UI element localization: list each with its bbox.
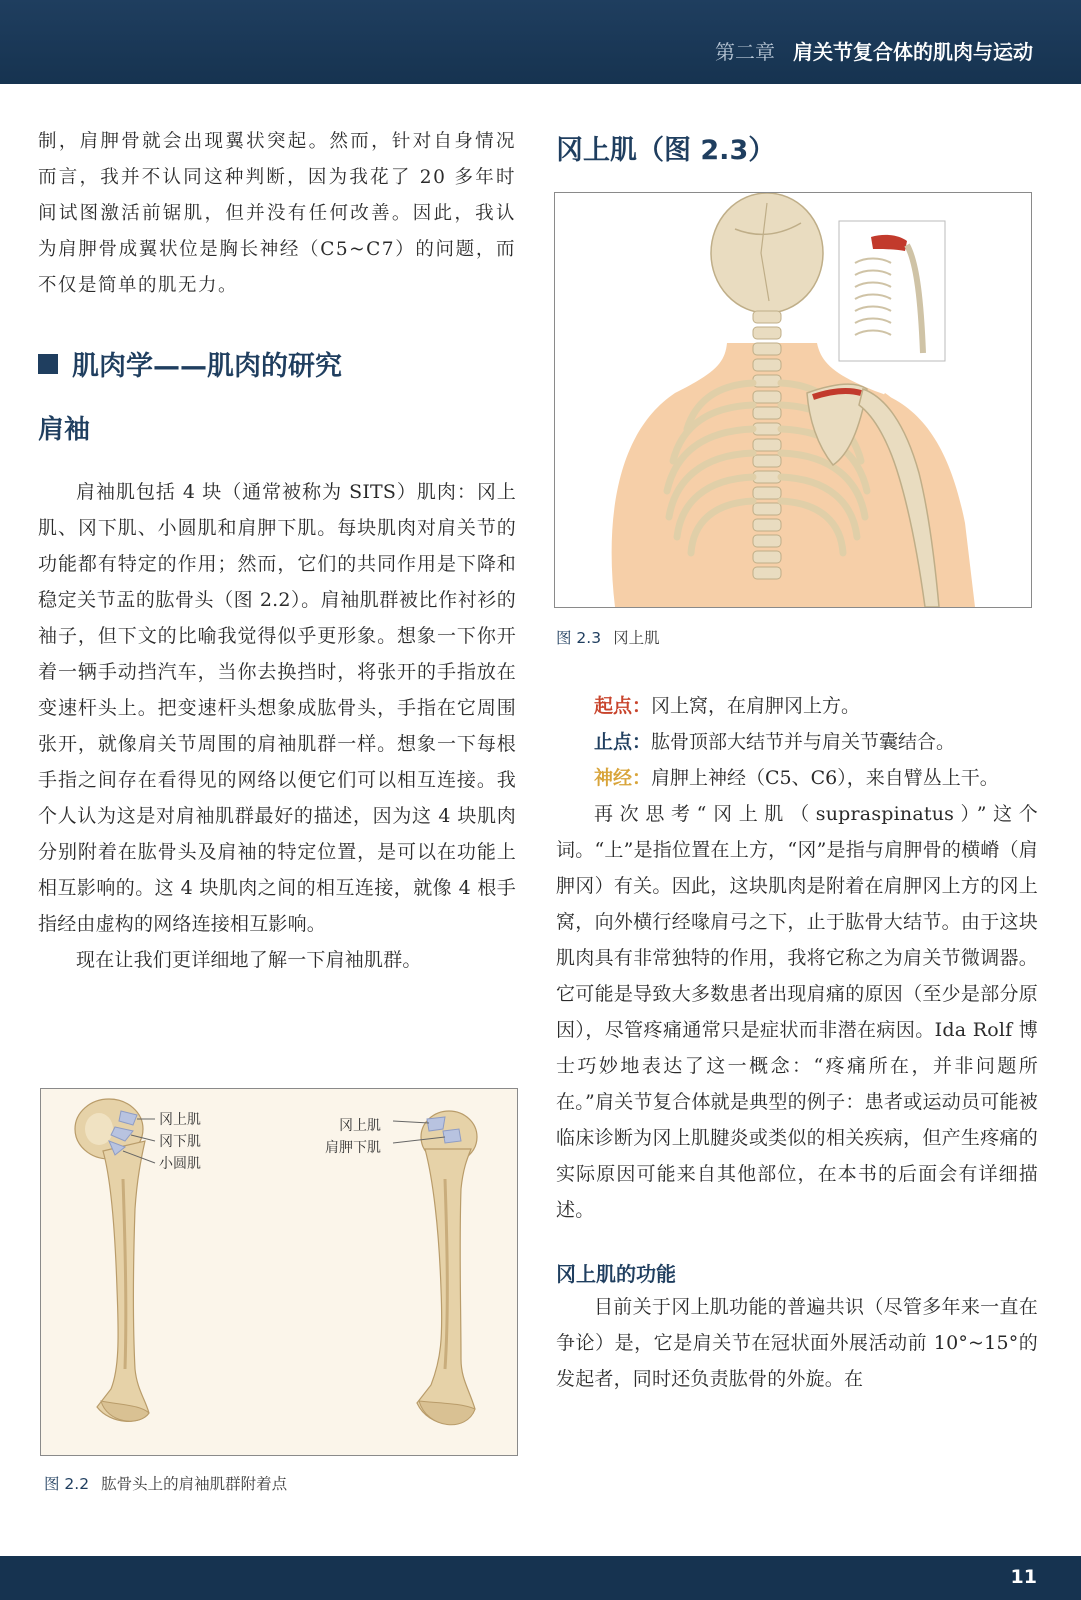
body-paragraph: 现在让我们更详细地了解一下肩袖肌群。 <box>76 949 422 971</box>
chapter-title: 肩关节复合体的肌肉与运动 <box>793 40 1033 64</box>
inset-illustration <box>839 221 945 361</box>
left-column <box>38 124 516 978</box>
page-header <box>0 0 1081 84</box>
skull <box>711 193 823 313</box>
origin-text: 冈上窝，在肩胛冈上方。 <box>651 695 861 717</box>
figure-number: 图 2.2 <box>44 1475 90 1493</box>
shoulder-skeleton-illustration <box>555 193 1031 607</box>
sub-heading: 肩袖 <box>38 415 91 445</box>
body-paragraph: 目前关于冈上肌功能的普遍共识（尽管多年来一直在争论）是，它是肩关节在冠状面外展活动前 10°~15°的发起者，同时还负责肱骨的外旋。在 <box>556 1296 1038 1390</box>
figure-caption-text: 冈上肌 <box>613 629 660 647</box>
figure-number: 图 2.3 <box>556 629 602 647</box>
nerve-line <box>556 760 1038 796</box>
label-supraspinatus: 冈上肌 <box>159 1112 201 1128</box>
minor-heading: 冈上肌的功能 <box>556 1262 676 1286</box>
label-infraspinatus: 冈下肌 <box>159 1134 201 1150</box>
figure-2-3-caption <box>556 626 660 648</box>
section-heading <box>38 344 516 383</box>
humerus-illustration <box>41 1089 517 1455</box>
body-paragraph: 再次思考“冈上肌（supraspinatus）”这个词。“上”是指位置在上方，“冈”是指与肩胛骨的横嵴（肩胛冈）有关。因此，这块肌肉是附着在肩胛冈上方的冈上窝，向外横行经喙肩弓之下，止于肱骨大结节。由于这块肌肉具有非常独特的作用，我将它称之为肩关节微调器。它可能是导致大多数患者出现肩痛的原因（至少是部分原因），尽管疼痛通常只是症状而非潜在病因。Ida Rolf 博士巧妙地表达了这一概念：“疼痛所在，并非问题所在。”肩关节复合体就是典型的例子：患者或运动员可能被临床诊断为冈上肌腱炎或类似的相关疾病，但产生疼痛的实际原因可能来自其他部位，在本书的后面会有详细描述。 <box>556 803 1038 1221</box>
insertion-text: 肱骨顶部大结节并与肩关节囊结合。 <box>651 731 956 753</box>
label-teres-minor: 小圆肌 <box>159 1156 201 1172</box>
figure-2-3 <box>554 192 1032 608</box>
nerve-text: 肩胛上神经（C5、C6），来自臂丛上干。 <box>651 767 999 789</box>
insertion-label: 止点： <box>594 731 652 753</box>
humerus-anterior <box>393 1111 477 1425</box>
right-column <box>556 124 1038 167</box>
muscle-heading: 冈上肌（图 2.3） <box>556 135 776 166</box>
spine <box>753 311 781 579</box>
page-footer <box>0 1556 1081 1600</box>
figure-2-2-caption <box>44 1472 287 1494</box>
label-supraspinatus-anterior: 冈上肌 <box>339 1118 381 1134</box>
nerve-label: 神经： <box>594 767 652 789</box>
origin-label: 起点： <box>594 695 652 717</box>
running-head <box>715 36 1033 65</box>
humerus-posterior <box>75 1099 155 1421</box>
muscle-definitions <box>556 688 1038 1397</box>
body-paragraph: 肩袖肌包括 4 块（通常被称为 SITS）肌肉：冈上肌、冈下肌、小圆肌和肩胛下肌。每块肌肉对肩关节的功能都有特定的作用；然而，它们的共同作用是下降和稳定关节盂的肱骨头（图 2.2）。肩袖肌群被比作衬衫的袖子，但下文的比喻我觉得似乎更形象。想象一下你开着一辆手动挡汽车，当你去换挡时，将张开的手指放在变速杆头上。把变速杆头想象成肱骨头，手指在它周围张开，就像肩关节周围的肩袖肌群一样。想象一下每根手指之间存在看得见的网络以便它们可以相互连接。我个人认为这是对肩袖肌群最好的描述，因为这 4 块肌肉分别附着在肱骨头及肩袖的特定位置，是可以在功能上相互影响的。这 4 块肌肉之间的相互连接，就像 4 根手指经由虚构的网络连接相互影响。 <box>38 481 516 935</box>
chapter-number: 第二章 <box>715 40 775 64</box>
origin-line <box>556 688 1038 724</box>
intro-paragraph: 制，肩胛骨就会出现翼状突起。然而，针对自身情况而言，我并不认同这种判断，因为我花了 20 多年时间试图激活前锯肌，但并没有任何改善。因此，我认为肩胛骨成翼状位是胸长神经（C5~C7）的问题，而不仅是简单的肌无力。 <box>38 131 516 296</box>
insertion-line <box>556 724 1038 760</box>
section-heading-text: 肌肉学——肌肉的研究 <box>72 351 342 382</box>
figure-caption-text: 肱骨头上的肩袖肌群附着点 <box>101 1475 288 1493</box>
page-number: 11 <box>1010 1566 1037 1588</box>
figure-2-2 <box>40 1088 518 1456</box>
label-subscapularis: 肩胛下肌 <box>325 1140 381 1156</box>
heading-square-icon <box>38 354 58 374</box>
